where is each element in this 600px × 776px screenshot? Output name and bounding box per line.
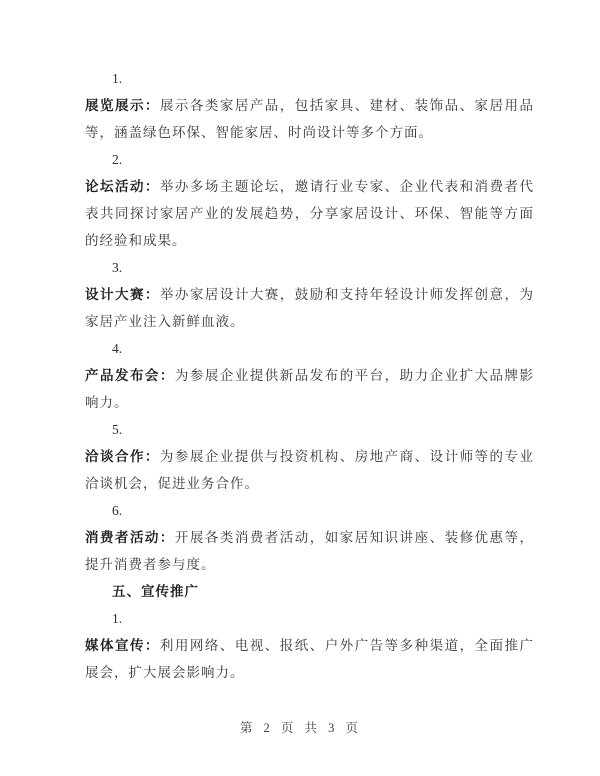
list-item-number: 3.	[112, 260, 123, 275]
page-number-footer: 第 2 页 共 3 页	[239, 721, 361, 735]
list-item-body: 举办多场主题论坛，邀请行业专家、企业代表和消费者代表共同探讨家居产业的发展趋势，分享家居设计、环保、智能等方面的经验和成果。	[85, 179, 535, 248]
list-item-paragraph	[85, 362, 534, 416]
list-item-paragraph	[85, 173, 534, 254]
list-item-number: 1.	[112, 71, 123, 86]
list-item-term: 设计大赛：	[85, 287, 160, 302]
list-item-paragraph	[85, 443, 534, 497]
list-item-body: 为参展企业提供与投资机构、房地产商、设计师等的专业洽谈机会，促进业务合作。	[85, 449, 535, 491]
list-item-number: 6.	[112, 503, 123, 518]
list-item-number: 5.	[112, 422, 123, 437]
list-item-paragraph	[85, 92, 534, 146]
list-item-term: 消费者活动：	[85, 530, 175, 545]
list-item-term: 洽谈合作：	[85, 449, 160, 464]
list-item-number: 4.	[112, 341, 123, 356]
document-body	[85, 65, 534, 686]
list-item-paragraph	[85, 632, 534, 686]
list-item-number: 1.	[112, 611, 123, 626]
section-heading: 五、宣传推广	[112, 584, 199, 599]
list-item-term: 展览展示：	[85, 98, 160, 113]
list-item-number: 2.	[112, 152, 123, 167]
list-item-term: 媒体宣传：	[85, 638, 160, 653]
list-item-term: 产品发布会：	[85, 368, 175, 383]
list-item-body: 为参展企业提供新品发布的平台，助力企业扩大品牌影响力。	[85, 368, 535, 410]
list-item-paragraph	[85, 524, 534, 578]
list-item-body: 展示各类家居产品，包括家具、建材、装饰品、家居用品等，涵盖绿色环保、智能家居、时尚设计等多个方面。	[85, 98, 535, 140]
list-item-paragraph	[85, 281, 534, 335]
list-item-term: 论坛活动：	[85, 179, 160, 194]
list-item-body: 开展各类消费者活动，如家居知识讲座、装修优惠等，提升消费者参与度。	[85, 530, 535, 572]
list-item-body: 利用网络、电视、报纸、户外广告等多种渠道，全面推广展会，扩大展会影响力。	[85, 638, 535, 680]
list-item-body: 举办家居设计大赛，鼓励和支持年轻设计师发挥创意，为家居产业注入新鲜血液。	[85, 287, 535, 329]
